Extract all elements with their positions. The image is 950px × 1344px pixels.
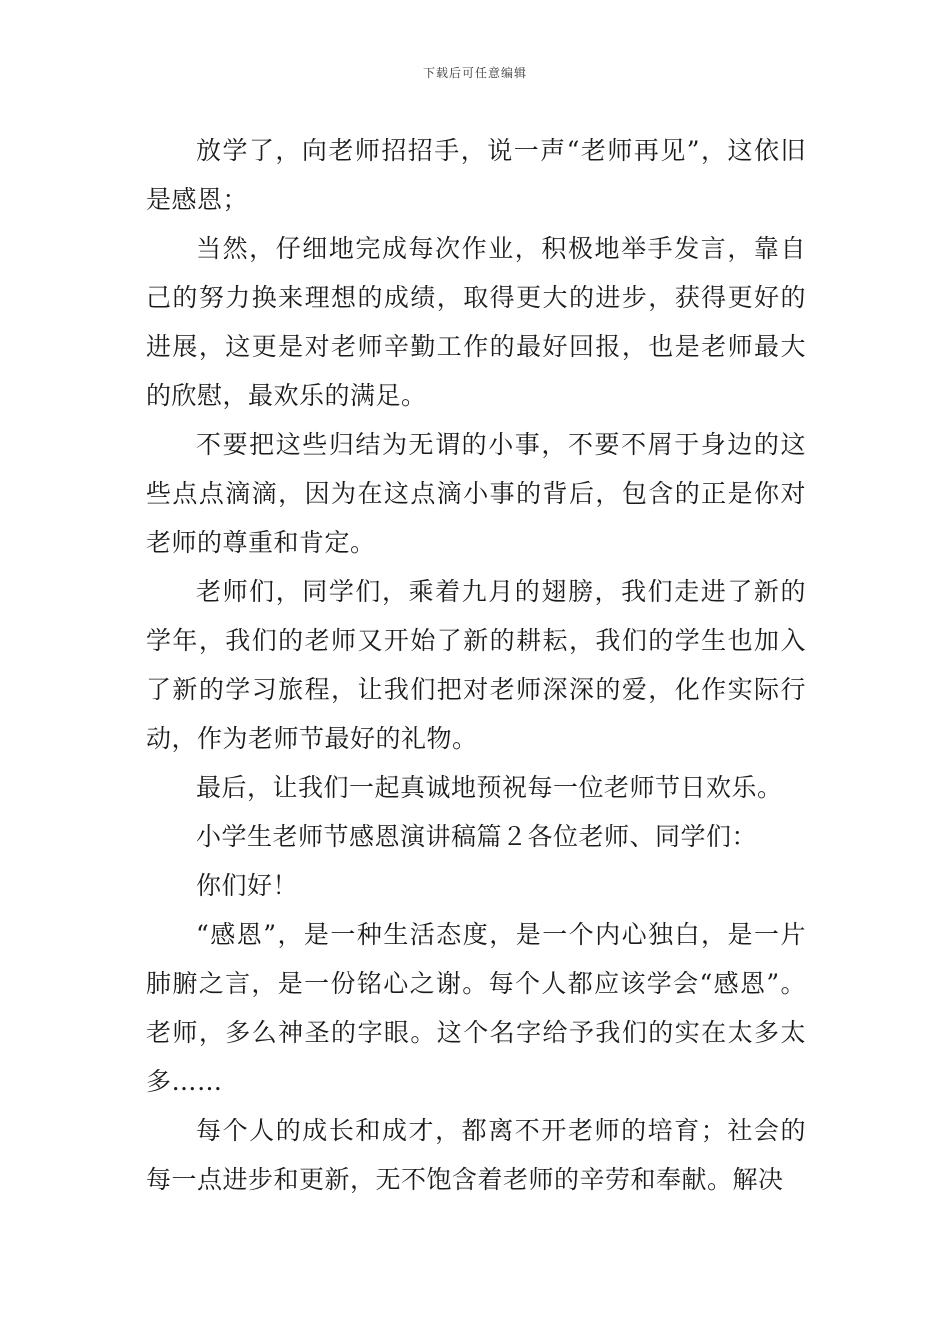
paragraph: “感恩”，是一种生活态度，是一个内心独白，是一片肺腑之言，是一份铭心之谢。每个人都应该学会“感恩”。老师，多么神圣的字眼。这个名字给予我们的实在太多太多…… (146, 920, 806, 1096)
paragraph: 放学了，向老师招招手，说一声“老师再见”，这依旧是感恩； (146, 136, 806, 214)
paragraph: 当然，仔细地完成每次作业，积极地举手发言，靠自己的努力换来理想的成绩，取得更大的进步，获得更好的进展，这更是对老师辛勤工作的最好回报，也是老师最大的欣慰，最欢乐的满足。 (146, 234, 806, 410)
paragraph: 最后，让我们一起真诚地预祝每一位老师节日欢乐。 (196, 773, 783, 802)
paragraph: 不要把这些归结为无谓的小事，不要不屑于身边的这些点点滴滴，因为在这点滴小事的背后，包含的正是你对老师的尊重和肯定。 (146, 430, 806, 557)
document-body (146, 126, 806, 1204)
paragraph: 每个人的成长和成才，都离不开老师的培育；社会的每一点进步和更新，无不饱含着老师的辛劳和奉献。解决 (146, 1116, 806, 1194)
paragraph: 老师们，同学们，乘着九月的翅膀，我们走进了新的学年，我们的老师又开始了新的耕耘，我们的学生也加入了新的学习旅程，让我们把对老师深深的爱，化作实际行动，作为老师节最好的礼物。 (146, 577, 806, 753)
page-header: 下载后可任意编辑 (422, 66, 527, 80)
paragraph: 你们好！ (196, 871, 299, 900)
paragraph: 小学生老师节感恩演讲稿篇２各位老师、同学们： (196, 822, 758, 851)
